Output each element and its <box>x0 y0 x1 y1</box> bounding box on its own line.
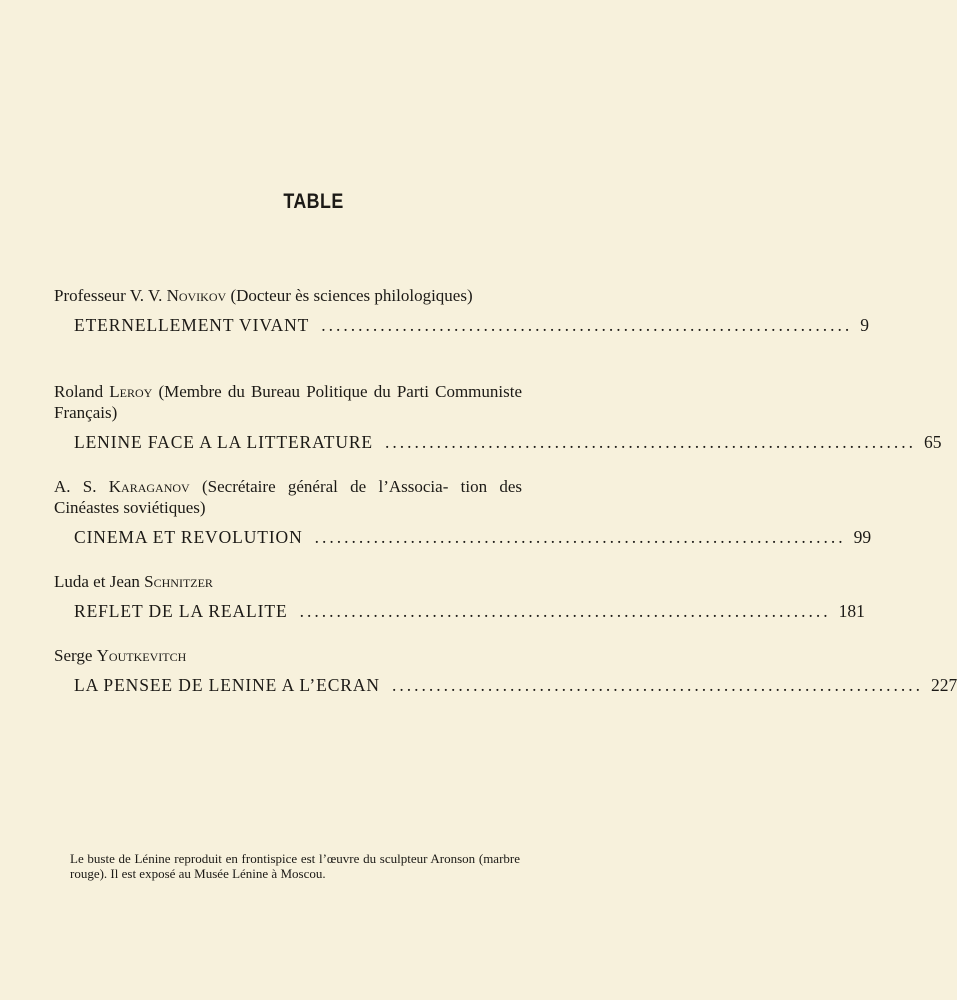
toc-entry <box>54 571 865 622</box>
page-number: 65 <box>924 432 942 452</box>
page-title: TABLE <box>283 190 344 213</box>
author-description: (Docteur ès sciences philologiques) <box>226 286 473 305</box>
dot-leader: ........................................................................ <box>321 315 853 335</box>
toc-entry <box>54 381 942 453</box>
page-number: 9 <box>860 315 870 335</box>
page-number: 181 <box>838 601 865 621</box>
author-prefix: Professeur V. V. <box>54 286 167 305</box>
article-title: CINEMA ET REVOLUTION <box>74 527 303 547</box>
author-line <box>54 285 522 306</box>
author-name: Karaganov <box>108 477 190 496</box>
frontispiece-note: Le buste de Lénine reproduit en frontispice est l’œuvre du sculpteur Aronson (marbre rouge). Il est exposé au Musée Lénine à Moscou. <box>70 851 520 881</box>
author-line <box>54 645 522 666</box>
author-prefix: Serge <box>54 646 97 665</box>
author-prefix: Roland <box>54 382 110 401</box>
author-name: Novikov <box>166 286 227 305</box>
article-line[interactable] <box>74 431 942 453</box>
author-prefix: A. S. <box>54 477 109 496</box>
article-line[interactable] <box>74 314 870 336</box>
article-title: REFLET DE LA REALITE <box>74 601 288 621</box>
author-line <box>54 381 522 423</box>
article-line[interactable] <box>74 600 865 622</box>
author-name: Leroy <box>109 382 153 401</box>
author-line <box>54 476 522 518</box>
page-number: 227 <box>930 675 957 695</box>
author-prefix: Luda et Jean <box>54 572 145 591</box>
toc-entry <box>54 285 870 336</box>
article-title: LA PENSEE DE LENINE A L’ECRAN <box>74 675 380 695</box>
article-line[interactable] <box>74 526 872 548</box>
author-name: Youtkevitch <box>96 646 187 665</box>
article-title: ETERNELLEMENT VIVANT <box>74 315 310 335</box>
toc-entry <box>54 476 872 548</box>
author-description: (Secrétaire général de l’Associa- tion des Cinéastes soviétiques) <box>54 477 523 517</box>
author-description: (Membre du Bureau Politique du Parti Communiste Français) <box>54 382 522 422</box>
dot-leader: ........................................................................ <box>385 432 917 452</box>
author-line <box>54 571 522 592</box>
dot-leader: ........................................................................ <box>391 675 923 695</box>
page-number: 99 <box>853 527 872 547</box>
article-title: LENINE FACE A LA LITTERATURE <box>74 432 374 452</box>
toc-entry <box>54 645 957 696</box>
article-line[interactable] <box>74 674 957 696</box>
dot-leader: ........................................................................ <box>299 601 831 621</box>
author-name: Schnitzer <box>144 572 213 591</box>
dot-leader: ........................................................................ <box>314 527 846 547</box>
